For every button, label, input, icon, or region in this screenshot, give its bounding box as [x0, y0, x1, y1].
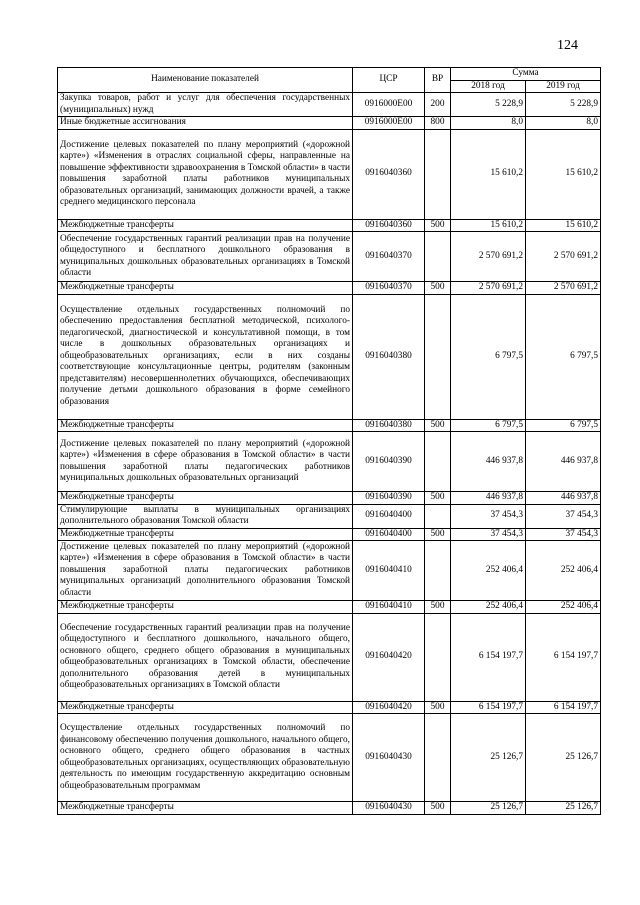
- row-sum-2018: 446 937,8: [451, 432, 526, 492]
- row-code: 0916040410: [353, 541, 425, 601]
- row-code: 0916040410: [353, 601, 425, 614]
- row-code: 0916040400: [353, 504, 425, 528]
- row-vr: [425, 129, 451, 219]
- row-code: 0916040420: [353, 701, 425, 714]
- table-row: [58, 282, 601, 295]
- header-year-2019: 2019 год: [526, 80, 601, 93]
- row-name: Закупка товаров, работ и услуг для обеспечения государственных (муниципальных) нужд: [58, 93, 353, 117]
- row-vr: [425, 294, 451, 419]
- row-code: 0916040360: [353, 219, 425, 232]
- table-row: [58, 492, 601, 505]
- row-code: 0916040370: [353, 282, 425, 295]
- table-row: [58, 613, 601, 701]
- row-code: 0916040360: [353, 129, 425, 219]
- row-name: Достижение целевых показателей по плану мероприятий («дорожной карте») «Изменения в сфере образования в Томской области» в части повышения заработной платы педагогических работников муниципальных организаций дополнительного образования Томской области: [58, 541, 353, 601]
- row-name: Осуществление отдельных государственных полномочий по финансовому обеспечению получения дошкольного, начального общего, основного общего, среднего общего образования в частных общеобразовательных организациях, осуществляющих образовательную деятельность по имеющим государственную аккредитацию основным общеобразовательным программам: [58, 714, 353, 802]
- row-vr: 500: [425, 492, 451, 505]
- row-vr: [425, 613, 451, 701]
- row-code: 0916040380: [353, 294, 425, 419]
- row-sum-2018: 6 797,5: [451, 419, 526, 432]
- row-code: 0916040400: [353, 528, 425, 541]
- row-sum-2018: 252 406,4: [451, 541, 526, 601]
- row-vr: 500: [425, 419, 451, 432]
- row-vr: 500: [425, 219, 451, 232]
- row-code: 0916040390: [353, 432, 425, 492]
- row-name: Обеспечение государственных гарантий реализации прав на получение общедоступного и бесплатного дошкольного, начального общего, основного общего, среднего общего образования в муниципальных общеобразовательных организациях в Томской области, обеспечение дополнительного образования детей в муниципальных общеобразовательных организациях в Томской области: [58, 613, 353, 701]
- row-sum-2019: 6 797,5: [526, 419, 601, 432]
- row-vr: [425, 504, 451, 528]
- row-name: Межбюджетные трансферты: [58, 802, 353, 815]
- row-name: Межбюджетные трансферты: [58, 601, 353, 614]
- row-sum-2019: 25 126,7: [526, 714, 601, 802]
- row-vr: 500: [425, 701, 451, 714]
- row-vr: 500: [425, 528, 451, 541]
- table-row: [58, 504, 601, 528]
- row-vr: 500: [425, 282, 451, 295]
- row-vr: [425, 232, 451, 282]
- table-row: [58, 714, 601, 802]
- row-name: Достижение целевых показателей по плану мероприятий («дорожной карте») «Изменения в сфере образования в Томской области» в части повышения заработной платы педагогических работников муниципальных дошкольных образовательных организаций: [58, 432, 353, 492]
- row-sum-2019: 8,0: [526, 117, 601, 130]
- table-row: [58, 528, 601, 541]
- row-sum-2019: 15 610,2: [526, 219, 601, 232]
- row-name: Стимулирующие выплаты в муниципальных организациях дополнительного образования Томской области: [58, 504, 353, 528]
- budget-table: [57, 67, 601, 815]
- table-body: [58, 93, 601, 815]
- table-row: [58, 294, 601, 419]
- row-name: Иные бюджетные ассигнования: [58, 117, 353, 130]
- table-row: [58, 93, 601, 117]
- row-sum-2018: 8,0: [451, 117, 526, 130]
- row-code: 0916040430: [353, 714, 425, 802]
- row-name: Осуществление отдельных государственных полномочий по обеспечению предоставления бесплатной методической, психолого-педагогической, диагностической и консультативной помощи, в том числе в дошкольных образовательных организациях и общеобразовательных организациях, если в них созданы соответствующие консультационные центры, родителям (законным представителям) несовершеннолетних обучающихся, обеспечивающих получение детьми дошкольного образования в форме семейного образования: [58, 294, 353, 419]
- header-year-2018: 2018 год: [451, 80, 526, 93]
- row-vr: [425, 432, 451, 492]
- table-row: [58, 802, 601, 815]
- row-name: Обеспечение государственных гарантий реализации прав на получение общедоступного и бесплатного дошкольного образования в муниципальных дошкольных образовательных организациях в Томской области: [58, 232, 353, 282]
- row-sum-2018: 6 154 197,7: [451, 701, 526, 714]
- row-vr: [425, 541, 451, 601]
- row-sum-2018: 446 937,8: [451, 492, 526, 505]
- row-sum-2018: 2 570 691,2: [451, 232, 526, 282]
- row-name: Межбюджетные трансферты: [58, 419, 353, 432]
- table-row: [58, 232, 601, 282]
- table-row: [58, 419, 601, 432]
- row-code: 0916040370: [353, 232, 425, 282]
- row-vr: [425, 714, 451, 802]
- row-vr: 500: [425, 802, 451, 815]
- row-sum-2019: 5 228,9: [526, 93, 601, 117]
- row-name: Достижение целевых показателей по плану мероприятий («дорожной карте») «Изменения в отраслях социальной сферы, направленные на повышение эффективности здравоохранения в Томской области» в части повышения заработной платы работников муниципальных образовательных организаций, занимающих должности врачей, а также среднего медицинского персонала: [58, 129, 353, 219]
- row-sum-2019: 37 454,3: [526, 504, 601, 528]
- row-sum-2018: 15 610,2: [451, 219, 526, 232]
- table-row: [58, 219, 601, 232]
- page-number: 124: [557, 38, 578, 53]
- row-sum-2018: 37 454,3: [451, 528, 526, 541]
- row-sum-2018: 6 797,5: [451, 294, 526, 419]
- row-code: 0916040420: [353, 613, 425, 701]
- row-code: 0916000Е00: [353, 117, 425, 130]
- row-sum-2019: 2 570 691,2: [526, 232, 601, 282]
- table-row: [58, 432, 601, 492]
- row-code: 0916000Е00: [353, 93, 425, 117]
- row-sum-2019: 6 797,5: [526, 294, 601, 419]
- row-code: 0916040430: [353, 802, 425, 815]
- row-code: 0916040390: [353, 492, 425, 505]
- row-name: Межбюджетные трансферты: [58, 528, 353, 541]
- row-sum-2019: 446 937,8: [526, 492, 601, 505]
- row-name: Межбюджетные трансферты: [58, 492, 353, 505]
- row-sum-2018: 6 154 197,7: [451, 613, 526, 701]
- row-sum-2018: 25 126,7: [451, 714, 526, 802]
- row-name: Межбюджетные трансферты: [58, 701, 353, 714]
- row-sum-2018: 37 454,3: [451, 504, 526, 528]
- row-sum-2019: 37 454,3: [526, 528, 601, 541]
- header-csr: ЦСР: [353, 68, 425, 93]
- row-sum-2019: 252 406,4: [526, 541, 601, 601]
- row-sum-2019: 446 937,8: [526, 432, 601, 492]
- row-vr: 200: [425, 93, 451, 117]
- row-sum-2019: 25 126,7: [526, 802, 601, 815]
- table-row: [58, 601, 601, 614]
- row-sum-2018: 15 610,2: [451, 129, 526, 219]
- row-sum-2019: 6 154 197,7: [526, 613, 601, 701]
- row-sum-2019: 15 610,2: [526, 129, 601, 219]
- row-sum-2018: 25 126,7: [451, 802, 526, 815]
- row-sum-2018: 5 228,9: [451, 93, 526, 117]
- row-name: Межбюджетные трансферты: [58, 219, 353, 232]
- row-sum-2019: 252 406,4: [526, 601, 601, 614]
- table-row: [58, 541, 601, 601]
- header-name: Наименование показателей: [58, 68, 353, 93]
- table-row: [58, 117, 601, 130]
- row-name: Межбюджетные трансферты: [58, 282, 353, 295]
- row-sum-2018: 252 406,4: [451, 601, 526, 614]
- row-sum-2019: 2 570 691,2: [526, 282, 601, 295]
- header-vr: ВР: [425, 68, 451, 93]
- row-sum-2018: 2 570 691,2: [451, 282, 526, 295]
- table-row: [58, 129, 601, 219]
- row-code: 0916040380: [353, 419, 425, 432]
- table-row: [58, 701, 601, 714]
- header-sum: Сумма: [451, 68, 601, 81]
- row-vr: 500: [425, 601, 451, 614]
- row-vr: 800: [425, 117, 451, 130]
- row-sum-2019: 6 154 197,7: [526, 701, 601, 714]
